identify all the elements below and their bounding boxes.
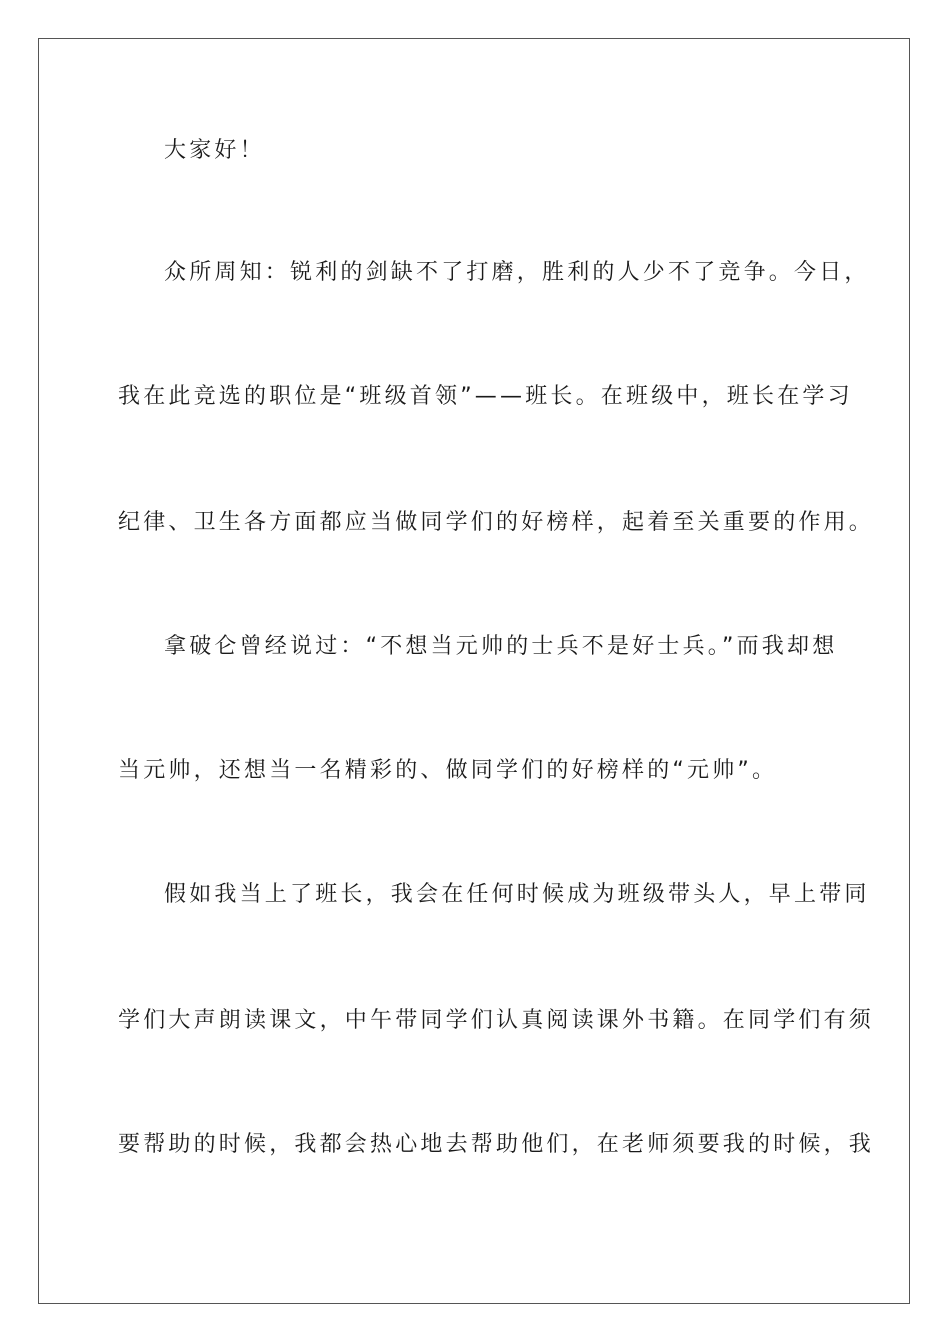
paragraph-1-line-1: 众所周知：锐利的剑缺不了打磨，胜利的人少不了竞争。今日， (164, 260, 870, 285)
page-frame (38, 38, 910, 1304)
paragraph-3-line-3: 要帮助的时候，我都会热心地去帮助他们，在老师须要我的时候，我 (118, 1132, 875, 1157)
paragraph-3-line-2: 学们大声朗读课文，中午带同学们认真阅读课外书籍。在同学们有须 (118, 1008, 875, 1033)
paragraph-3-line-1: 假如我当上了班长，我会在任何时候成为班级带头人，早上带同 (164, 882, 870, 907)
paragraph-2-line-1: 拿破仑曾经说过：“不想当元帅的士兵不是好士兵。”而我却想 (164, 634, 838, 659)
paragraph-1-line-2: 我在此竞选的职位是“班级首领”——班长。在班级中，班长在学习 (118, 384, 853, 409)
paragraph-1-line-3: 纪律、卫生各方面都应当做同学们的好榜样，起着至关重要的作用。 (118, 510, 875, 535)
paragraph-2-line-2: 当元帅，还想当一名精彩的、做同学们的好榜样的“元帅”。 (118, 758, 778, 783)
greeting-line: 大家好！ (164, 138, 265, 163)
